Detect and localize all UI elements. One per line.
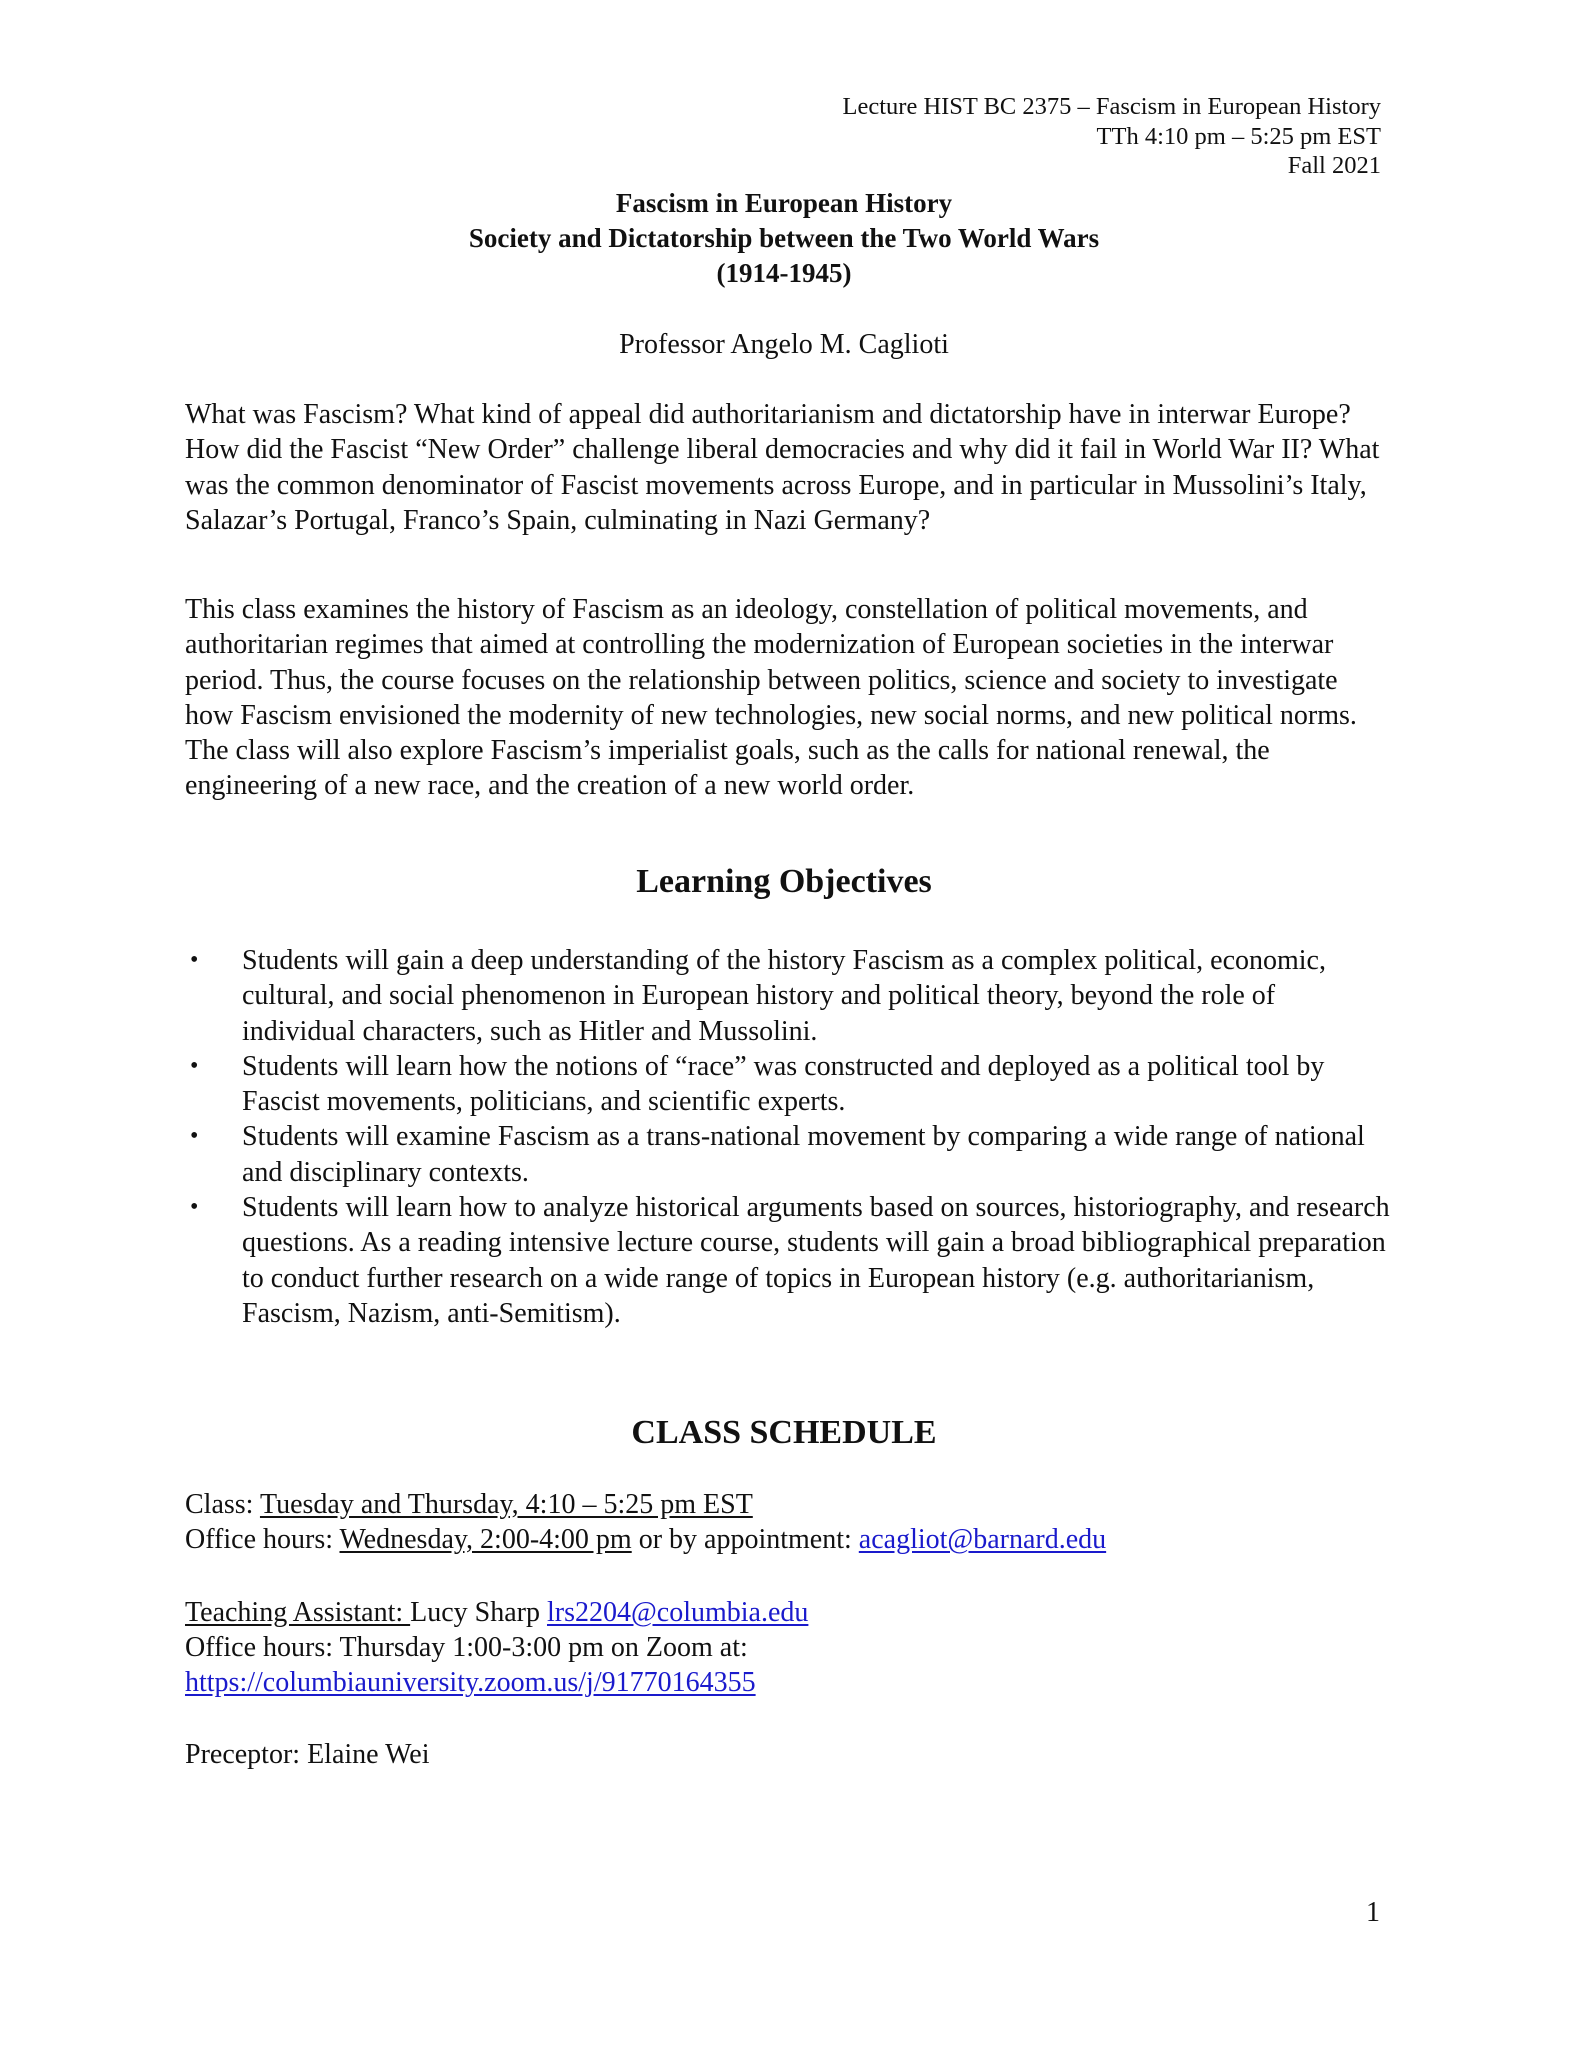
appointment-text: or by appointment: — [631, 1524, 859, 1555]
ta-zoom-line — [185, 1665, 756, 1700]
objective-text: Students will examine Fascism as a trans-national movement by comparing a wide range of national and disciplinary contexts. — [242, 1121, 1365, 1188]
intro-paragraph-2: This class examines the history of Fascism as an ideology, constellation of political movements, and authoritarian regimes that aimed at controlling the modernization of European societies in the interwar period. Thus, the course focuses on the relationship between politics, science and society to investigate how Fascism envisioned the modernity of new technologies, new social norms, and new political norms. The class will also explore Fascism’s imperialist goals, such as the calls for national renewal, the engineering of a new race, and the creation of a new world order. — [185, 594, 1357, 802]
teaching-assistant-line — [185, 1595, 808, 1630]
ta-email-link[interactable]: lrs2204@columbia.edu — [546, 1597, 809, 1628]
office-hours-label: Office hours: — [185, 1524, 340, 1555]
ta-zoom-link[interactable]: https://columbiauniversity.zoom.us/j/91770164355 — [185, 1667, 756, 1698]
objective-item — [185, 943, 1395, 1049]
header-course-line: Lecture HIST BC 2375 – Fascism in European History — [842, 93, 1381, 120]
objective-item — [185, 1049, 1395, 1120]
header-term-line: Fall 2021 — [1287, 152, 1381, 179]
title-line-3: (1914-1945) — [716, 258, 852, 288]
class-schedule-heading: CLASS SCHEDULE — [631, 1414, 937, 1451]
bullet-icon: • — [190, 1123, 199, 1150]
bullet-icon: • — [190, 947, 199, 973]
objective-text: Students will learn how the notions of “race” was constructed and deployed as a political tool by Fascist movements, politicians, and scientific experts. — [242, 1050, 1325, 1118]
class-time-line — [185, 1487, 753, 1522]
professor-email-link[interactable]: acagliot@barnard.edu — [858, 1524, 1107, 1555]
title-line-1: Fascism in European History — [615, 188, 953, 218]
bullet-icon: • — [190, 1194, 199, 1221]
class-label: Class: — [185, 1489, 260, 1520]
document-title — [0, 186, 1568, 291]
ta-name: Lucy Sharp — [410, 1597, 547, 1628]
objective-item — [185, 1190, 1395, 1331]
header-time-line: TTh 4:10 pm – 5:25 pm EST — [1096, 122, 1381, 150]
office-hours-line — [185, 1522, 1106, 1557]
intro-paragraph-1: What was Fascism? What kind of appeal did authoritarianism and dictatorship have in interwar Europe? How did the Fascist “New Order” challenge liberal democracies and why did it fail in World War II? What was the common denominator of Fascist movements across Europe, and in particular in Mussolini’s Italy, Salazar’s Portugal, Franco’s Spain, culminating in Nazi Germany? — [185, 399, 1380, 536]
objective-text: Students will gain a deep understanding of the history Fascism as a complex political, economic, cultural, and social phenomenon in European history and political theory, beyond the role of individual characters, such as Hitler and Mussolini. — [242, 945, 1326, 1047]
preceptor: Preceptor: Elaine Wei — [185, 1739, 430, 1770]
title-line-2: Society and Dictatorship between the Two World Wars — [468, 223, 1100, 253]
class-time-value: Tuesday and Thursday, 4:10 – 5:25 pm EST — [259, 1489, 753, 1520]
ta-office-hours: Office hours: Thursday 1:00-3:00 pm on Zoom at: — [185, 1632, 748, 1663]
professor-name: Professor Angelo M. Caglioti — [619, 329, 949, 360]
objective-item — [185, 1119, 1395, 1190]
learning-objectives-list — [185, 943, 1395, 1331]
bullet-icon: • — [190, 1052, 199, 1079]
ta-label: Teaching Assistant: — [185, 1597, 411, 1628]
page-number: 1 — [1366, 1897, 1380, 1928]
learning-objectives-heading: Learning Objectives — [636, 863, 932, 900]
office-hours-value: Wednesday, 2:00-4:00 pm — [339, 1524, 632, 1555]
objective-text: Students will learn how to analyze historical arguments based on sources, historiography, and research questions. As a reading intensive lecture course, students will gain a broad bibliographical preparation to conduct further research on a wide range of topics in European history (e.g. authoritarianism, Fascism, Nazism, anti-Semitism). — [242, 1192, 1390, 1329]
running-header — [843, 92, 1381, 181]
